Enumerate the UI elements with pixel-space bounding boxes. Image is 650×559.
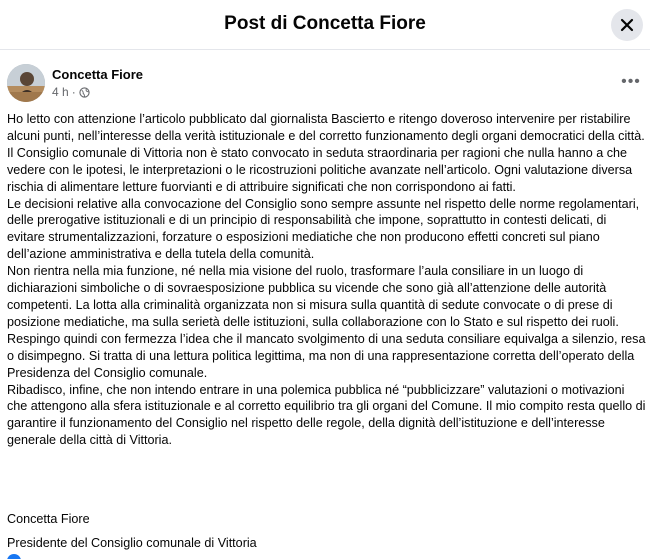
post-meta: [52, 85, 90, 99]
post-paragraph: Non rientra nella mia funzione, né nella mia visione del ruolo, trasformare l’aula consiliare in un luogo di dichiarazioni simboliche o di sovraesposizione pubblica su vicende che sono già all’attenzione delle autorità competenti. La lotta alla criminalità organizzata non si misura sulla quantità di sedute convocate o di prese di posizione mediatiche, ma sulla serietà delle istituzioni, sulla collaborazione con lo Stato e sul rispetto dei ruoli.: [7, 264, 619, 329]
post-paragraph: Le decisioni relative alla convocazione del Consiglio sono sempre assunte nel rispetto delle norme regolamentari, delle prerogative istituzionali e di un principio di responsabilità che impone, soprattutto in contesti delicati, di evitare strumentalizzazioni, forzature o esposizioni mediatiche che non producono effetti concreti sul piano dell’azione amministrativa e della tutela della comunità.: [7, 196, 640, 262]
avatar-photo: [7, 64, 45, 102]
post-paragraph: Ribadisco, infine, che non intendo entrare in una polemica pubblica né “pubblicizzare” valutazioni o motivazioni che attengono alla sfera istituzionale e al corretto equilibrio tra gli organi del Comune. Il mio compito resta quello di garantire il funzionamento del Consiglio nel rispetto delle regole, della dignità dell’istituzione e dell’interesse generale della città di Vittoria.: [7, 382, 646, 448]
globe-icon[interactable]: [79, 87, 90, 98]
post-text: [7, 111, 647, 449]
dialog-header: [0, 0, 650, 50]
post-header: [7, 64, 643, 104]
dialog-title: Post di Concetta Fiore: [224, 13, 426, 34]
post-paragraph: Ho letto con attenzione l’articolo pubblicato dal giornalista Basciетto e ritengo doveroso intervenire per ristabilire alcuni punti, nell’interesse della verità istituzionale e del corretto funzionamento degli organi democratici della città.: [7, 112, 645, 143]
close-icon: [620, 18, 634, 32]
close-button[interactable]: [611, 9, 643, 41]
post-paragraph: Il Consiglio comunale di Vittoria non è stato convocato in seduta straordinaria per ragioni che nulla hanno a che vedere con le ipotesi, le interpretazioni o le ricostruzioni politiche avanzate nell’articolo. Ogni valutazione diversa rischia di alimentare letture fuorvianti e di attribuire significati che non corrispondono ai fatti.: [7, 145, 633, 194]
post-paragraph: Respingo quindi con fermezza l’idea che il mancato svolgimento di una seduta consiliare equivalga a silenzio, resa o disimpegno. Si tratta di una lettura politica legittima, ma non di una rappresentazione corretta dell’operato della Presidenza del Consiglio comunale.: [7, 331, 646, 380]
more-options-button[interactable]: [619, 72, 643, 92]
signature-role: Presidente del Consiglio comunale di Vittoria: [7, 536, 257, 550]
post-timestamp[interactable]: 4 h: [52, 85, 69, 99]
reaction-icon[interactable]: [7, 554, 21, 559]
avatar[interactable]: [7, 64, 45, 102]
signature-name: Concetta Fiore: [7, 512, 90, 526]
meta-separator: ·: [71, 85, 76, 99]
more-options-icon: •••: [621, 73, 641, 90]
post-author-name[interactable]: Concetta Fiore: [52, 67, 144, 82]
